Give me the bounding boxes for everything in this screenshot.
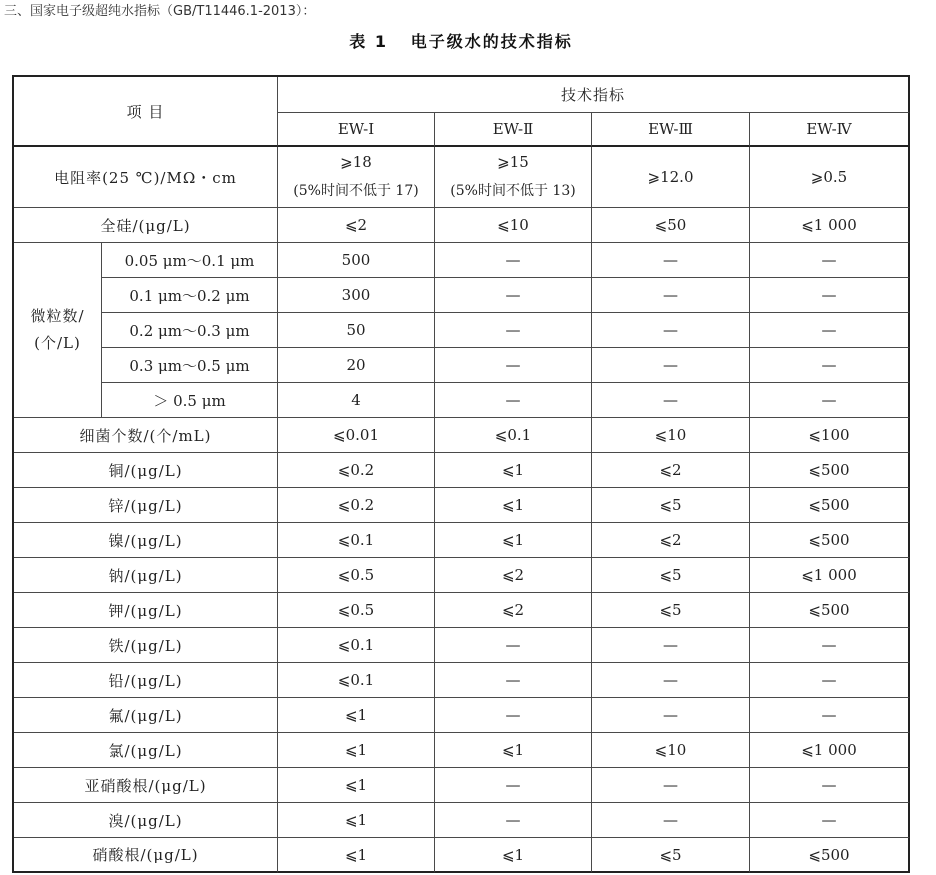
value-cell: —: [750, 803, 910, 838]
value-cell: ⩽5: [592, 838, 750, 873]
value-cell: ⩽500: [750, 523, 910, 558]
value-cell: ⩽2: [435, 558, 592, 593]
value-cell: ⩽5: [592, 558, 750, 593]
grade-header: EW-Ⅲ: [592, 113, 750, 147]
value-cell: ⩽10: [592, 733, 750, 768]
value-cell: ⩽0.5: [278, 558, 435, 593]
particle-size-label: 0.1 μm～0.2 μm: [102, 278, 278, 313]
value-cell: —: [592, 313, 750, 348]
row-label: 溴/(μg/L): [14, 803, 278, 838]
particles-label: 微粒数/: [30, 307, 85, 325]
value-cell: —: [592, 663, 750, 698]
row-label: 细菌个数/(个/mL): [14, 418, 278, 453]
row-label: 镍/(μg/L): [14, 523, 278, 558]
value-cell: ⩽1 000: [750, 733, 910, 768]
value-cell: ⩽0.01: [278, 418, 435, 453]
row-label: 铅/(μg/L): [14, 663, 278, 698]
value-cell: ⩽50: [592, 208, 750, 243]
row-label: 铜/(μg/L): [14, 453, 278, 488]
value-cell: ⩽2: [278, 208, 435, 243]
value-cell: —: [750, 278, 910, 313]
value-cell: —: [435, 313, 592, 348]
limit-note: (5%时间不低于 17): [293, 183, 419, 199]
row-label: 亚硝酸根/(μg/L): [14, 768, 278, 803]
value-cell: ⩽1: [435, 838, 592, 873]
value-cell: —: [750, 313, 910, 348]
value-cell: 500: [278, 243, 435, 278]
value-cell: —: [435, 663, 592, 698]
limit-value: ⩾15: [497, 153, 529, 171]
value-cell: —: [592, 768, 750, 803]
value-cell: ⩽1: [278, 768, 435, 803]
value-cell: —: [750, 243, 910, 278]
value-cell: —: [592, 278, 750, 313]
value-cell: —: [435, 278, 592, 313]
value-cell: —: [750, 628, 910, 663]
value-cell: ⩽1 000: [750, 558, 910, 593]
value-cell: —: [592, 383, 750, 418]
value-cell: ⩽0.2: [278, 453, 435, 488]
value-cell: ⩽0.1: [435, 418, 592, 453]
value-cell: ⩽0.1: [278, 523, 435, 558]
value-cell: —: [592, 628, 750, 663]
grade-header: EW-Ⅰ: [278, 113, 435, 147]
spec-table: [12, 75, 910, 873]
value-cell: ⩽1 000: [750, 208, 910, 243]
table-title: 表 1 电子级水的技术指标: [349, 32, 573, 51]
value-cell: ⩽1: [435, 523, 592, 558]
value-cell: —: [592, 243, 750, 278]
value-cell: ⩽10: [592, 418, 750, 453]
value-cell: —: [750, 768, 910, 803]
particle-size-label: 0.2 μm～0.3 μm: [102, 313, 278, 348]
value-cell: —: [435, 383, 592, 418]
value-cell: ⩽1: [435, 453, 592, 488]
value-cell: 4: [278, 383, 435, 418]
value-cell: —: [592, 348, 750, 383]
value-cell: —: [435, 698, 592, 733]
value-cell: 300: [278, 278, 435, 313]
value-cell: 50: [278, 313, 435, 348]
value-cell: ⩽10: [435, 208, 592, 243]
item-header: 项 目: [14, 77, 278, 147]
value-cell: [435, 147, 592, 208]
value-cell: ⩽1: [278, 803, 435, 838]
row-label: 全硅/(μg/L): [14, 208, 278, 243]
row-label: 氟/(μg/L): [14, 698, 278, 733]
row-label: 锌/(μg/L): [14, 488, 278, 523]
spec-header: 技术指标: [278, 77, 910, 113]
value-cell: ⩽2: [592, 523, 750, 558]
value-cell: —: [750, 698, 910, 733]
value-cell: [278, 147, 435, 208]
row-label: 硝酸根/(μg/L): [14, 838, 278, 873]
value-cell: 20: [278, 348, 435, 383]
value-cell: —: [750, 348, 910, 383]
row-label: 铁/(μg/L): [14, 628, 278, 663]
value-cell: ⩽2: [435, 593, 592, 628]
value-cell: ⩽100: [750, 418, 910, 453]
value-cell: —: [435, 243, 592, 278]
section-heading: 三、国家电子级超纯水指标（GB/T11446.1-2013）：: [4, 4, 316, 19]
value-cell: ⩽5: [592, 593, 750, 628]
particle-size-label: 0.3 μm～0.5 μm: [102, 348, 278, 383]
grade-header: EW-Ⅳ: [750, 113, 910, 147]
row-label: 钠/(μg/L): [14, 558, 278, 593]
value-cell: ⩽500: [750, 453, 910, 488]
row-label: 电阻率(25 ℃)/MΩ・cm: [14, 147, 278, 208]
row-label: 钾/(μg/L): [14, 593, 278, 628]
value-cell: ⩽500: [750, 838, 910, 873]
value-cell: —: [435, 348, 592, 383]
value-cell: ⩽500: [750, 488, 910, 523]
value-cell: ⩽1: [435, 733, 592, 768]
particle-size-label: ＞ 0.5 μm: [102, 383, 278, 418]
value-cell: ⩽2: [592, 453, 750, 488]
value-cell: ⩽0.1: [278, 663, 435, 698]
value-cell: —: [435, 628, 592, 663]
limit-value: ⩾18: [340, 153, 372, 171]
value-cell: ⩽1: [278, 698, 435, 733]
particles-unit: (个/L): [34, 334, 81, 352]
value-cell: ⩽0.2: [278, 488, 435, 523]
value-cell: —: [592, 803, 750, 838]
value-cell: —: [592, 698, 750, 733]
value-cell: ⩽0.5: [278, 593, 435, 628]
value-cell: ⩽1: [278, 838, 435, 873]
grade-header: EW-Ⅱ: [435, 113, 592, 147]
value-cell: —: [435, 803, 592, 838]
value-cell: —: [750, 663, 910, 698]
particles-group-label: [14, 243, 102, 418]
value-cell: ⩾0.5: [750, 147, 910, 208]
value-cell: —: [750, 383, 910, 418]
value-cell: ⩽5: [592, 488, 750, 523]
value-cell: ⩽1: [435, 488, 592, 523]
row-label: 氯/(μg/L): [14, 733, 278, 768]
value-cell: ⩽0.1: [278, 628, 435, 663]
particle-size-label: 0.05 μm～0.1 μm: [102, 243, 278, 278]
limit-note: (5%时间不低于 13): [450, 183, 576, 199]
value-cell: ⩽1: [278, 733, 435, 768]
value-cell: ⩽500: [750, 593, 910, 628]
value-cell: —: [435, 768, 592, 803]
value-cell: ⩾12.0: [592, 147, 750, 208]
